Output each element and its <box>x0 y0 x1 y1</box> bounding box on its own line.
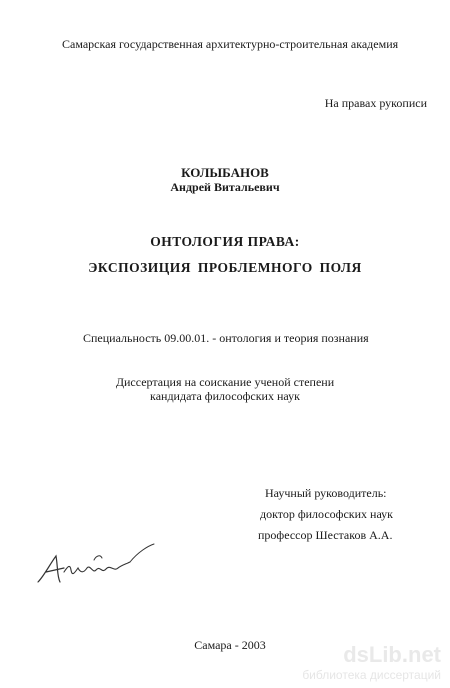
specialty-line: Специальность 09.00.01. - онтология и теория познания <box>83 331 369 345</box>
institution-name: Самарская государственная архитектурно-строительная академия <box>62 37 399 51</box>
dissertation-line-1: Диссертация на соискание ученой степени <box>115 375 335 389</box>
supervisor-degree: доктор философских наук <box>260 507 393 521</box>
thesis-title-line-1: ОНТОЛОГИЯ ПРАВА: <box>150 234 300 249</box>
supervisor-name: профессор Шестаков А.А. <box>258 528 393 542</box>
handwritten-signature <box>30 538 160 594</box>
thesis-title-line-2: ЭКСПОЗИЦИЯ ПРОБЛЕМНОГО ПОЛЯ <box>88 260 362 275</box>
dslib-watermark <box>302 644 441 682</box>
city-year: Самара - 2003 <box>194 638 266 652</box>
author-name: Андрей Витальевич <box>170 180 280 194</box>
dissertation-line-2: кандидата философских наук <box>150 389 300 403</box>
author-surname: КОЛЫБАНОВ <box>181 165 269 180</box>
supervisor-label: Научный руководитель: <box>265 486 387 500</box>
watermark-subtitle: библиотека диссертаций <box>302 668 441 682</box>
manuscript-rights-note: На правах рукописи <box>324 96 427 110</box>
watermark-logo: dsLib.net <box>343 642 441 667</box>
